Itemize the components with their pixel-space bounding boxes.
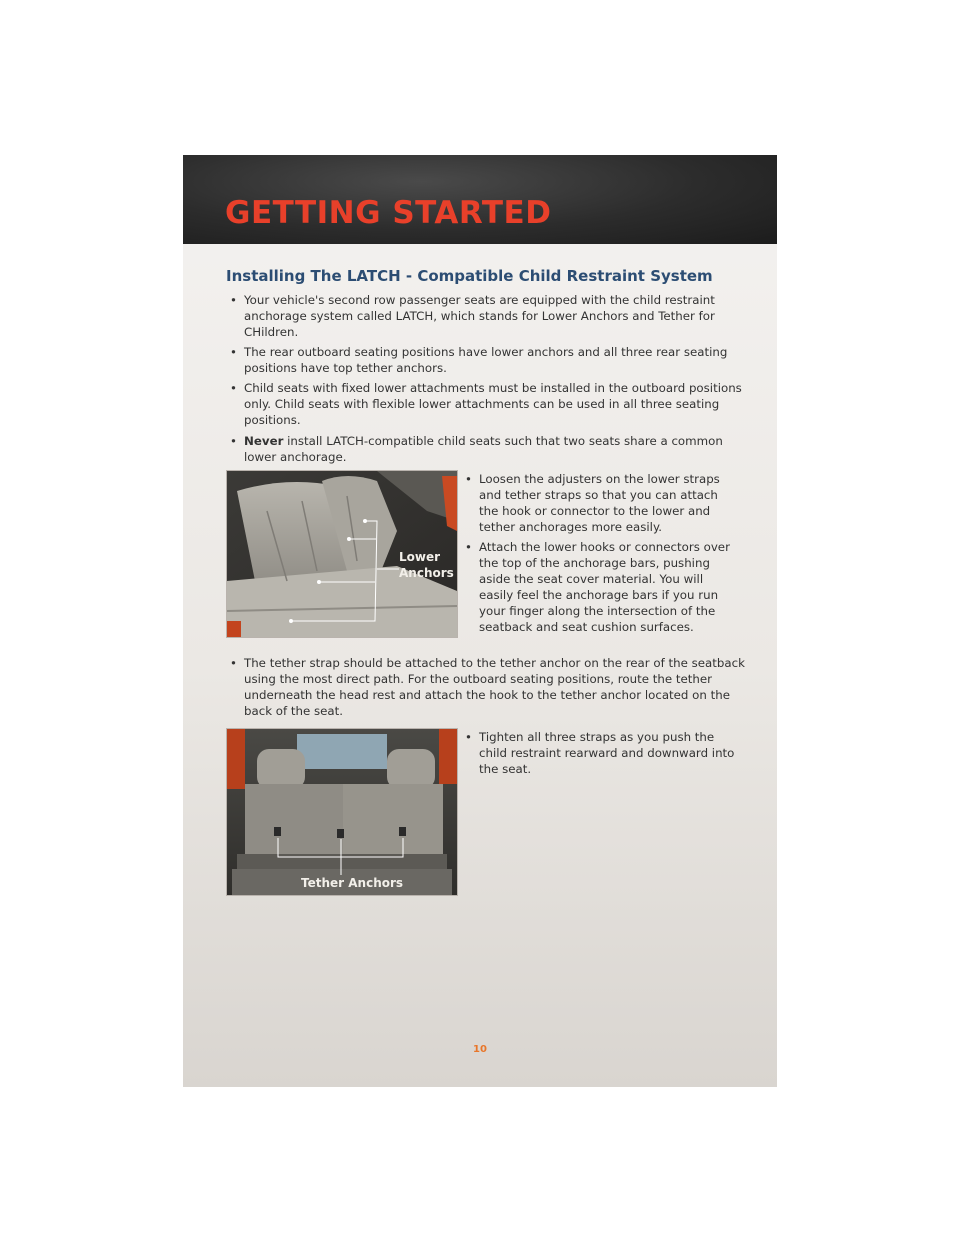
list-item: • Your vehicle's second row passenger seats are equipped with the child restraint anchorage system called LATCH, which stands for Lower Anchors and Tether for CHildren. <box>230 292 750 340</box>
cargo-area-photo <box>226 728 458 896</box>
list-item-text <box>244 433 750 465</box>
list-item-text-rest: install LATCH-compatible child seats such that two seats share a common lower anchorage. <box>244 434 723 464</box>
cargo-area-illustration <box>227 729 457 895</box>
header-title: GETTING STARTED <box>225 195 552 231</box>
callout-line-1: Lower <box>399 550 441 564</box>
rear-seat-photo <box>226 470 458 638</box>
list-item: • Tighten all three straps as you push the child restraint rearward and downward into the seat. <box>465 730 735 776</box>
list-item: • The tether strap should be attached to the tether anchor on the rear of the seatback using the most direct path. For the outboard seating positions, route the tether underneath the head rest and attach the hook to the tether anchor located on the back of the seat. <box>230 655 750 719</box>
lower-anchors-callout <box>399 549 454 581</box>
list-item-text: Attach the lower hooks or connectors over the top of the anchorage bars, pushing aside the seat cover material. You will easily feel the anchorage bars if you run your finger along the intersection of the seatback and seat cushion surfaces. <box>479 540 730 634</box>
list-item-text: The tether strap should be attached to the tether anchor on the rear of the seatback using the most direct path. For the outboard seating positions, route the tether underneath the head rest and attach the hook to the tether anchor located on the back of the seat. <box>244 656 745 718</box>
page-number: 10 <box>473 1044 487 1055</box>
list-item-text: Loosen the adjusters on the lower straps and tether straps so that you can attach the hook or connector to the lower and tether anchorages more easily. <box>479 472 720 534</box>
tether-anchors-callout: Tether Anchors <box>301 876 404 890</box>
list-item: • Never install LATCH-compatible child seats such that two seats share a common lower anchorage. <box>230 433 750 465</box>
warning-word: Never <box>244 434 284 448</box>
manual-page <box>183 155 777 1087</box>
list-item-text: Child seats with fixed lower attachments must be installed in the outboard positions only. Child seats with flexible lower attachments can be used in all three seating positions. <box>244 381 742 427</box>
list-item: • Attach the lower hooks or connectors over the top of the anchorage bars, pushing aside the seat cover material. You will easily feel the anchorage bars if you run your finger along the intersection of the seatback and seat cushion surfaces. <box>465 539 735 635</box>
list-item: • The rear outboard seating positions have lower anchors and all three rear seating positions have top tether anchors. <box>230 344 750 376</box>
section-title: Installing The LATCH - Compatible Child Restraint System <box>226 267 713 285</box>
list-item: • Child seats with fixed lower attachments must be installed in the outboard positions only. Child seats with flexible lower attachments can be used in all three seating positions. <box>230 380 750 428</box>
list-item-text: Tighten all three straps as you push the child restraint rearward and downward into the seat. <box>479 730 735 776</box>
list-item-text: Your vehicle's second row passenger seats are equipped with the child restraint anchorage system called LATCH, which stands for Lower Anchors and Tether for CHildren. <box>244 293 715 339</box>
list-item: • Loosen the adjusters on the lower straps and tether straps so that you can attach the hook or connector to the lower and tether anchorages more easily. <box>465 471 735 535</box>
page-header <box>183 155 777 244</box>
callout-line-2: Anchors <box>399 566 454 580</box>
list-item-text: The rear outboard seating positions have lower anchors and all three rear seating positions have top tether anchors. <box>244 345 728 375</box>
